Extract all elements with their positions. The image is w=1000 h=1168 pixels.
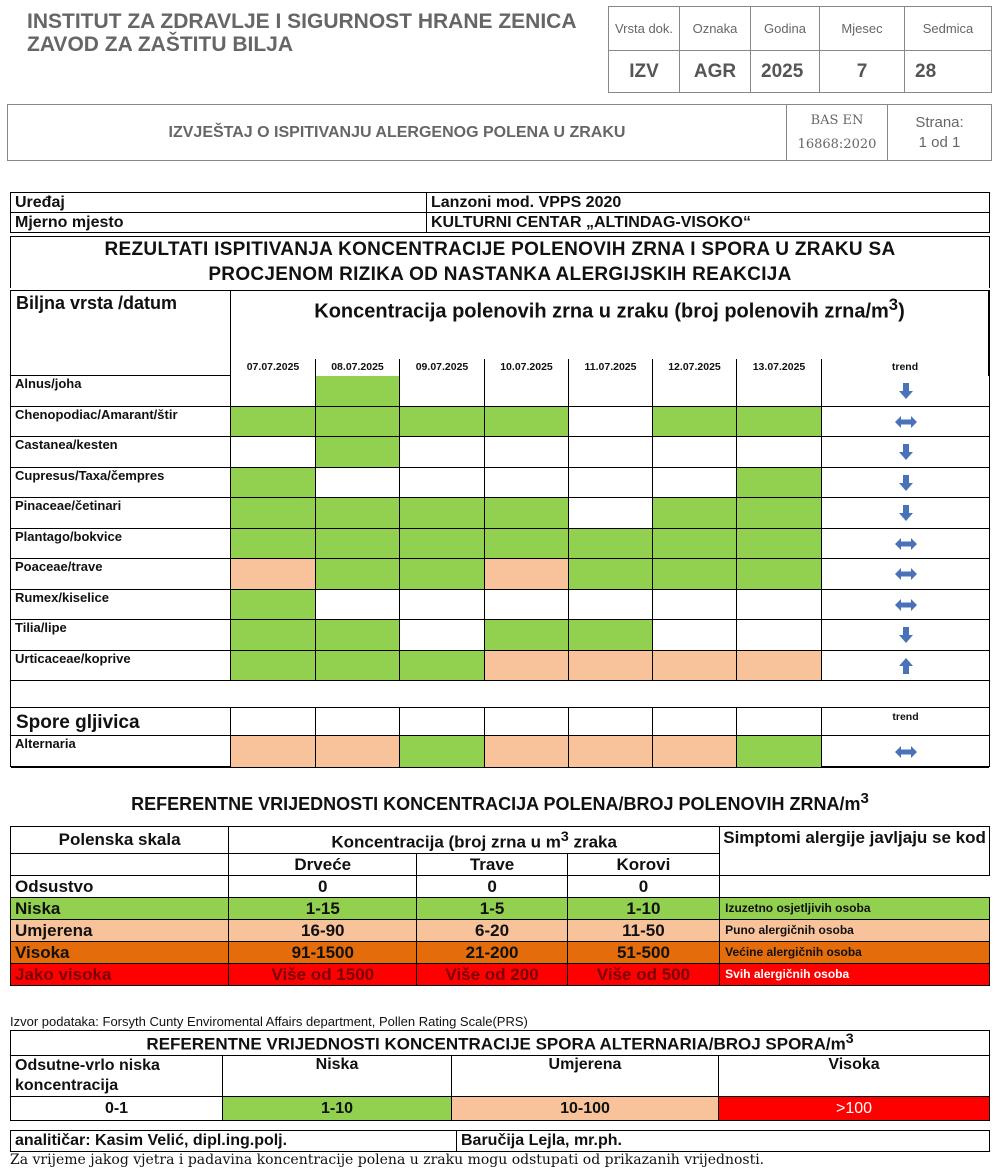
level-cell (737, 407, 822, 438)
code-label-month: Mjesec (820, 7, 905, 51)
spore-header-blank (653, 708, 737, 736)
level-cell (569, 468, 653, 499)
code-value-year: 2025 (751, 51, 820, 93)
level-cell (231, 529, 316, 560)
arrow-down-icon (894, 437, 918, 466)
level-cell (400, 407, 485, 438)
species-name: Cupresus/Taxa/čempres (11, 468, 231, 499)
blank-row (11, 681, 989, 708)
level-cell (569, 590, 653, 621)
trend-cell (822, 620, 989, 651)
level-cell (400, 437, 485, 468)
institute-header (27, 10, 597, 56)
level-cell (316, 620, 400, 651)
level-cell (316, 559, 400, 590)
col-grass: Trave (417, 853, 567, 875)
footer-note: Za vrijeme jakog vjetra i padavina koncentracije polena u zraku mogu odstupati od prikazanih vrijednosti. (10, 1152, 765, 1168)
level-cell (569, 498, 653, 529)
scale-trees: 91-1500 (229, 941, 417, 963)
arrow-down-icon (894, 376, 918, 405)
species-name: Tilia/lipe (11, 620, 231, 651)
spore-reference-title-text: REFERENTNE VRIJEDNOSTI KONCENTRACIJE SPORA ALTERNARIA/BROJ SPORA/m (146, 1034, 846, 1054)
level-cell (231, 468, 316, 499)
trend-cell (822, 590, 989, 621)
species-name: Poaceae/trave (11, 559, 231, 590)
scale-row (11, 897, 990, 919)
spore-header-moderate: Umjerena (452, 1056, 719, 1097)
level-cell (737, 498, 822, 529)
level-cell (653, 736, 737, 768)
spore-header-low: Niska (223, 1056, 452, 1097)
scale-row (11, 963, 990, 985)
level-cell (569, 651, 653, 682)
level-cell (485, 468, 569, 499)
device-value: Lanzoni mod. VPPS 2020 (427, 193, 990, 213)
level-cell (737, 736, 822, 768)
level-cell (316, 529, 400, 560)
level-cell (653, 468, 737, 499)
level-cell (316, 590, 400, 621)
code-value-month: 7 (820, 51, 905, 93)
pollen-grid (10, 290, 990, 767)
level-cell (400, 468, 485, 499)
level-cell (569, 407, 653, 438)
spore-reference-title (11, 1031, 990, 1056)
scale-symptom: Većine alergičnih osoba (720, 941, 990, 963)
date-label: 07.07.2025 (231, 359, 316, 376)
pollen-scale-table (10, 826, 990, 986)
species-name: Castanea/kesten (11, 437, 231, 468)
scale-level: Niska (11, 897, 229, 919)
trend-cell (822, 529, 989, 560)
spore-value-low: 1-10 (223, 1097, 452, 1121)
concentration-header-text: Koncentracija (broj zrna u m (331, 832, 561, 852)
level-cell (231, 590, 316, 621)
level-cell (231, 437, 316, 468)
spore-value-high: >100 (719, 1097, 990, 1121)
level-cell (485, 590, 569, 621)
date-label: 09.07.2025 (400, 359, 485, 376)
level-cell (653, 651, 737, 682)
trend-cell (822, 651, 989, 682)
page-number (888, 105, 992, 161)
scale-symptom: Izuzetno osjetljivih osoba (720, 897, 990, 919)
symptom-header: Simptomi alergije javljaju se kod (720, 827, 990, 876)
level-cell (400, 590, 485, 621)
results-title: REZULTATI ISPITIVANJA KONCENTRACIJE POLENOVIH ZRNA I SPORA U ZRAKU SA PROCJENOM RIZIKA OD NASTANKA ALERGIJSKIH REAKCIJA (10, 236, 990, 288)
concentration-header (231, 291, 989, 359)
scale-level: Odsustvo (11, 875, 229, 897)
scale-weeds: Više od 500 (567, 963, 719, 985)
spore-header-blank (485, 708, 569, 736)
species-name: Pinaceae/četinari (11, 498, 231, 529)
arrow-up-icon (894, 651, 918, 680)
level-cell (653, 376, 737, 407)
arrow-down-icon (894, 468, 918, 497)
device-label: Uređaj (11, 193, 427, 213)
arrow-down-icon (894, 620, 918, 649)
level-cell (569, 736, 653, 768)
scale-row (11, 941, 990, 963)
arrow-left-right-icon (894, 529, 918, 558)
scale-weeds: 0 (567, 875, 719, 897)
code-value-type: IZV (609, 51, 680, 93)
spore-value-absent: 0-1 (11, 1097, 223, 1121)
level-cell (653, 407, 737, 438)
species-header: Biljna vrsta /datum (11, 291, 231, 376)
arrow-left-right-icon (894, 590, 918, 619)
species-name: Rumex/kiselice (11, 590, 231, 621)
analyst-2: Baručija Lejla, mr.ph. (457, 1131, 990, 1152)
scale-weeds: 1-10 (567, 897, 719, 919)
spore-header-high: Visoka (719, 1056, 990, 1097)
scale-trees: Više od 1500 (229, 963, 417, 985)
level-cell (485, 407, 569, 438)
scale-row (11, 875, 990, 897)
report-title: IZVJEŠTAJ O ISPITIVANJU ALERGENOG POLENA U ZRAKU (8, 105, 787, 161)
date-label: 10.07.2025 (485, 359, 569, 376)
level-cell (653, 620, 737, 651)
page-value: 1 od 1 (918, 133, 961, 151)
date-label: 08.07.2025 (316, 359, 400, 376)
level-cell (400, 736, 485, 768)
level-cell (653, 590, 737, 621)
concentration-header-text: Koncentracija polenovih zrna u zraku (broj polenovih zrna/m (314, 300, 889, 323)
col-trees: Drveće (229, 853, 417, 875)
level-cell (316, 736, 400, 768)
trend-cell (822, 498, 989, 529)
arrow-left-right-icon (894, 407, 918, 436)
concentration-header-tail: zraka (568, 832, 617, 852)
level-cell (400, 498, 485, 529)
species-name: Urticaceae/koprive (11, 651, 231, 682)
level-cell (485, 559, 569, 590)
institute-name: INSTITUT ZA ZDRAVLJE I SIGURNOST HRANE ZENICA (27, 10, 577, 33)
concentration-header-sup: 3 (888, 295, 899, 314)
scale-weeds: 11-50 (567, 919, 719, 941)
level-cell (485, 651, 569, 682)
level-cell (737, 559, 822, 590)
scale-grass: 0 (417, 875, 567, 897)
level-cell (569, 529, 653, 560)
scale-grass: 21-200 (417, 941, 567, 963)
scale-subheader-blank (11, 853, 229, 875)
report-title-table (7, 104, 992, 161)
scale-header: Polenska skala (11, 827, 229, 854)
level-cell (316, 468, 400, 499)
level-cell (485, 529, 569, 560)
level-cell (569, 376, 653, 407)
level-cell (653, 529, 737, 560)
level-cell (400, 529, 485, 560)
spore-header-absent: Odsutne-vrlo niska koncentracija (11, 1056, 223, 1097)
concentration-header-tail: ) (898, 300, 905, 323)
scale-trees: 0 (229, 875, 417, 897)
scale-grass: 1-5 (417, 897, 567, 919)
site-value: KULTURNI CENTAR „ALTINDAG-VISOKO“ (427, 213, 990, 233)
level-cell (569, 437, 653, 468)
level-cell (316, 376, 400, 407)
scale-level: Visoka (11, 941, 229, 963)
code-value-mark: AGR (680, 51, 751, 93)
reference-title (0, 790, 1000, 815)
level-cell (485, 498, 569, 529)
spore-header-blank (737, 708, 822, 736)
level-cell (231, 620, 316, 651)
level-cell (485, 620, 569, 651)
level-cell (653, 559, 737, 590)
trend-cell (822, 437, 989, 468)
arrow-left-right-icon (894, 737, 918, 766)
level-cell (653, 437, 737, 468)
scale-weeds: 51-500 (567, 941, 719, 963)
department-name: ZAVOD ZA ZAŠTITU BILJA (27, 33, 293, 56)
level-cell (400, 620, 485, 651)
scale-level: Umjerena (11, 919, 229, 941)
level-cell (316, 437, 400, 468)
spore-header-blank (400, 708, 485, 736)
level-cell (231, 736, 316, 768)
code-label-type: Vrsta dok. (609, 7, 680, 51)
concentration-header-sup: 3 (560, 829, 569, 845)
arrow-left-right-icon (894, 559, 918, 588)
trend-cell (822, 736, 989, 768)
spore-value-moderate: 10-100 (452, 1097, 719, 1121)
code-label-mark: Oznaka (680, 7, 751, 51)
level-cell (231, 559, 316, 590)
level-cell (737, 376, 822, 407)
scale-trees: 16-90 (229, 919, 417, 941)
scale-symptom: Svih alergičnih osoba (720, 963, 990, 985)
level-cell (316, 407, 400, 438)
trend-cell (822, 407, 989, 438)
level-cell (316, 498, 400, 529)
spore-reference-title-sup: 3 (845, 1031, 854, 1048)
scale-row (11, 919, 990, 941)
level-cell (737, 529, 822, 560)
species-name: Chenopodiac/Amarant/štir (11, 407, 231, 438)
spore-trend-header: trend (822, 708, 989, 736)
measurement-info-table (10, 192, 990, 233)
level-cell (569, 620, 653, 651)
col-weeds: Korovi (567, 853, 719, 875)
scale-symptom: Puno alergičnih osoba (720, 919, 990, 941)
level-cell (231, 407, 316, 438)
arrow-down-icon (894, 498, 918, 527)
trend-cell (822, 376, 989, 407)
level-cell (737, 437, 822, 468)
species-name: Plantago/bokvice (11, 529, 231, 560)
spore-reference-table (10, 1030, 990, 1121)
scale-trees: 1-15 (229, 897, 417, 919)
scale-level: Jako visoka (11, 963, 229, 985)
trend-cell (822, 468, 989, 499)
level-cell (737, 651, 822, 682)
species-name: Alternaria (11, 736, 231, 768)
reference-title-text: REFERENTNE VRIJEDNOSTI KONCENTRACIJA POLENA/BROJ POLENOVIH ZRNA/m (131, 794, 861, 814)
level-cell (400, 559, 485, 590)
standard-code: BAS EN 16868:2020 (787, 105, 888, 161)
scale-grass: 6-20 (417, 919, 567, 941)
date-label: 13.07.2025 (737, 359, 822, 376)
date-label: 12.07.2025 (653, 359, 737, 376)
page-label: Strana: (915, 113, 964, 131)
document-codes-table (608, 6, 992, 93)
analyst-1: analitičar: Kasim Velić, dipl.ing.polj. (11, 1131, 457, 1152)
spore-header-blank (569, 708, 653, 736)
level-cell (316, 651, 400, 682)
date-label: 11.07.2025 (569, 359, 653, 376)
level-cell (231, 651, 316, 682)
level-cell (737, 468, 822, 499)
level-cell (231, 376, 316, 407)
concentration-header (229, 827, 720, 854)
code-value-week: 28 (905, 51, 992, 93)
site-label: Mjerno mjesto (11, 213, 427, 233)
data-source: Izvor podataka: Forsyth Cunty Enviromental Affairs department, Pollen Rating Scale(PRS) (10, 1014, 528, 1029)
spore-header: Spore gljivica (11, 708, 231, 736)
reference-title-sup: 3 (860, 790, 869, 807)
code-label-year: Godina (751, 7, 820, 51)
level-cell (737, 620, 822, 651)
scale-grass: Više od 200 (417, 963, 567, 985)
analyst-table (10, 1130, 990, 1152)
level-cell (485, 376, 569, 407)
spore-header-blank (316, 708, 400, 736)
species-name: Alnus/joha (11, 376, 231, 407)
spore-header-blank (231, 708, 316, 736)
trend-cell (822, 559, 989, 590)
level-cell (400, 376, 485, 407)
level-cell (485, 437, 569, 468)
level-cell (400, 651, 485, 682)
code-label-week: Sedmica (905, 7, 992, 51)
trend-header: trend (822, 359, 989, 376)
level-cell (569, 559, 653, 590)
level-cell (653, 498, 737, 529)
level-cell (485, 736, 569, 768)
level-cell (737, 590, 822, 621)
level-cell (231, 498, 316, 529)
